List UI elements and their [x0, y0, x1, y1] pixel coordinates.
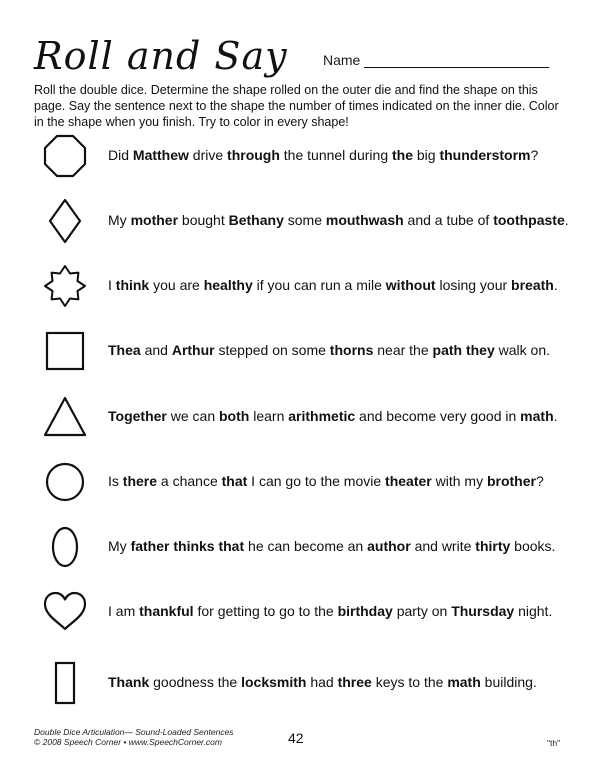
- target-word: breath: [511, 277, 554, 293]
- list-item: [0, 196, 600, 246]
- list-item: [0, 457, 600, 507]
- footer-series-title: Double Dice Articulation— Sound-Loaded Sentences: [34, 727, 234, 737]
- target-word: math: [447, 674, 481, 690]
- list-item: [0, 392, 600, 442]
- sentence-fragment: and become very good in: [355, 408, 521, 424]
- page-title: Roll and Say: [34, 34, 288, 78]
- sentence-fragment: a chance: [157, 473, 222, 489]
- sentence-text: [108, 472, 578, 490]
- target-word: the: [392, 147, 413, 163]
- name-label: Name: [323, 52, 361, 68]
- target-word: brother: [486, 473, 536, 489]
- sentence-fragment: .: [553, 408, 558, 424]
- diamond-icon[interactable]: [40, 196, 90, 246]
- footer-copyright: © 2008 Speech Corner • www.SpeechCorner.com: [34, 737, 222, 747]
- sentence-fragment: big: [413, 147, 440, 163]
- sentence-fragment: I am: [108, 603, 140, 619]
- list-item: [0, 587, 600, 637]
- sentence-fragment: books.: [510, 538, 556, 554]
- sentence-fragment: and a tube of: [403, 212, 494, 228]
- sentence-text: [108, 537, 578, 555]
- target-word: three: [337, 674, 372, 690]
- sentence-text: [108, 407, 578, 425]
- sentence-fragment: bought: [178, 212, 229, 228]
- sentence-fragment: .: [553, 277, 558, 293]
- star-icon[interactable]: [40, 261, 90, 311]
- sentence-fragment: party on: [392, 603, 452, 619]
- target-word: arithmetic: [288, 408, 356, 424]
- target-word: locksmith: [241, 674, 307, 690]
- list-item: [0, 131, 600, 181]
- sentence-fragment: and write: [410, 538, 476, 554]
- sentence-text: [108, 146, 578, 164]
- sentence-fragment: and: [140, 342, 172, 358]
- footer-credits: [34, 727, 234, 747]
- target-word: Thursday: [451, 603, 515, 619]
- sentence-fragment: for getting to go to the: [193, 603, 338, 619]
- sentence-fragment: drive: [188, 147, 228, 163]
- sentence-fragment: keys to the: [371, 674, 448, 690]
- target-word: Together: [108, 408, 167, 424]
- heart-icon[interactable]: [40, 587, 90, 637]
- sentence-fragment: you are: [149, 277, 204, 293]
- sentence-fragment: losing your: [435, 277, 512, 293]
- target-word: think: [115, 277, 150, 293]
- sentence-fragment: with my: [431, 473, 487, 489]
- sentence-fragment: .: [564, 212, 569, 228]
- target-word: thirty: [475, 538, 511, 554]
- sentence-fragment: Did: [108, 147, 133, 163]
- sentence-fragment: ?: [530, 147, 539, 163]
- target-word: thorns: [329, 342, 374, 358]
- target-word: path they: [432, 342, 495, 358]
- sentence-fragment: near the: [373, 342, 433, 358]
- target-word: thunderstorm: [439, 147, 531, 163]
- target-word: toothpaste: [493, 212, 565, 228]
- list-item: [0, 261, 600, 311]
- target-word: there: [122, 473, 158, 489]
- target-word: math: [520, 408, 554, 424]
- sentence-fragment: ?: [535, 473, 544, 489]
- square-icon[interactable]: [40, 326, 90, 376]
- list-item: [0, 658, 600, 708]
- sentence-text: [108, 276, 578, 294]
- sentence-fragment: had: [306, 674, 338, 690]
- triangle-icon[interactable]: [40, 392, 90, 442]
- target-word: Matthew: [132, 147, 189, 163]
- target-word: mother: [130, 212, 179, 228]
- name-line[interactable]: [364, 53, 549, 68]
- sentence-fragment: stepped on some: [214, 342, 330, 358]
- octagon-icon[interactable]: [40, 131, 90, 181]
- target-word: birthday: [337, 603, 393, 619]
- target-word: without: [385, 277, 436, 293]
- sentence-text: [108, 341, 578, 359]
- sentence-fragment: My: [108, 212, 131, 228]
- sentence-fragment: night.: [514, 603, 553, 619]
- target-word: Bethany: [228, 212, 284, 228]
- sentence-fragment: My: [108, 538, 131, 554]
- page-number: 42: [288, 730, 304, 746]
- list-item: [0, 326, 600, 376]
- sentence-fragment: the tunnel during: [279, 147, 392, 163]
- sentence-fragment: walk on.: [494, 342, 550, 358]
- target-sound-label: "th": [547, 738, 561, 748]
- sentence-fragment: goodness the: [149, 674, 242, 690]
- list-item: [0, 522, 600, 572]
- sentence-fragment: Is: [108, 473, 123, 489]
- sentence-text: [108, 211, 578, 229]
- circle-icon[interactable]: [40, 457, 90, 507]
- sentence-fragment: he can become an: [244, 538, 368, 554]
- target-word: healthy: [203, 277, 253, 293]
- target-word: thankful: [139, 603, 194, 619]
- oval-icon[interactable]: [40, 522, 90, 572]
- sentence-fragment: I: [108, 277, 116, 293]
- target-word: mouthwash: [325, 212, 404, 228]
- sentence-fragment: learn: [249, 408, 289, 424]
- instructions: Roll the double dice. Determine the shape rolled on the outer die and find the shape on this page. Say the sentence next to the shape the number of times indicated on the inner die. Color in the shape when you finish. Try to color in every shape!: [34, 83, 559, 129]
- target-word: Thea: [108, 342, 141, 358]
- name-field[interactable]: [323, 52, 549, 68]
- target-word: through: [227, 147, 280, 163]
- target-word: Arthur: [171, 342, 215, 358]
- rectangle-icon[interactable]: [40, 658, 90, 708]
- target-word: author: [367, 538, 411, 554]
- sentence-fragment: some: [283, 212, 326, 228]
- sentence-fragment: we can: [166, 408, 219, 424]
- target-word: theater: [385, 473, 432, 489]
- target-word: father thinks that: [130, 538, 245, 554]
- target-word: both: [219, 408, 250, 424]
- sentence-text: [108, 673, 578, 691]
- sentence-fragment: if you can run a mile: [252, 277, 386, 293]
- sentence-fragment: building.: [480, 674, 537, 690]
- sentence-fragment: I can go to the movie: [247, 473, 386, 489]
- target-word: that: [221, 473, 248, 489]
- sentence-text: [108, 602, 578, 620]
- target-word: Thank: [108, 674, 150, 690]
